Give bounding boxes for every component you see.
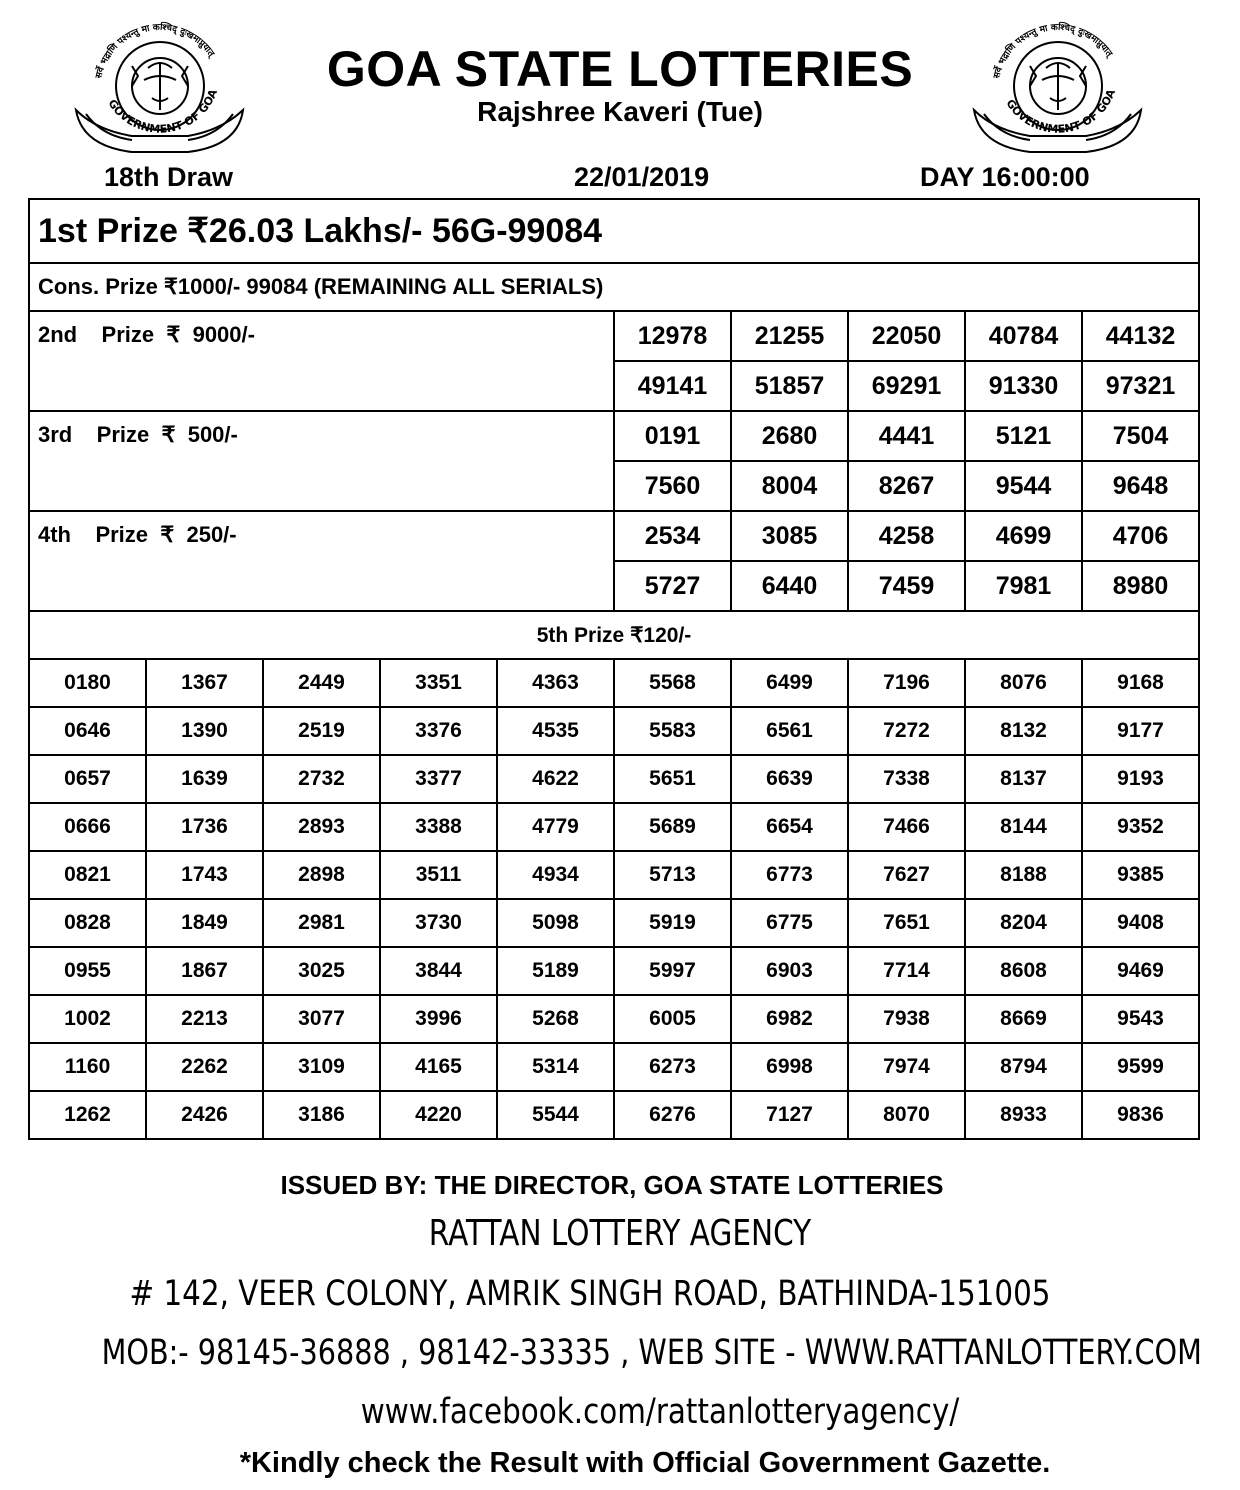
winning-number: 5583 xyxy=(614,707,731,755)
winning-number: 9543 xyxy=(1082,995,1199,1043)
winning-number: 7651 xyxy=(848,899,965,947)
results-table xyxy=(28,198,1200,1140)
prize-row xyxy=(29,411,1199,461)
winning-number: 9599 xyxy=(1082,1043,1199,1091)
winning-number: 5997 xyxy=(614,947,731,995)
winning-number: 7627 xyxy=(848,851,965,899)
winning-number: 9177 xyxy=(1082,707,1199,755)
winning-number: 1367 xyxy=(146,659,263,707)
winning-number: 8794 xyxy=(965,1043,1082,1091)
winning-number: 6982 xyxy=(731,995,848,1043)
winning-number: 9648 xyxy=(1082,461,1199,511)
winning-number: 5098 xyxy=(497,899,614,947)
first-prize-row xyxy=(29,199,1199,263)
agency-contact: MOB:- 98145-36888 , 98142-33335 , WEB SITE - WWW.RATTANLOTTERY.COM xyxy=(101,1333,1202,1373)
winning-number: 3730 xyxy=(380,899,497,947)
winning-number: 5314 xyxy=(497,1043,614,1091)
winning-number: 4165 xyxy=(380,1043,497,1091)
fifth-prize-row xyxy=(29,707,1199,755)
winning-number: 1849 xyxy=(146,899,263,947)
winning-number: 8188 xyxy=(965,851,1082,899)
winning-number: 0821 xyxy=(29,851,146,899)
winning-number: 8980 xyxy=(1082,561,1199,611)
winning-number: 0828 xyxy=(29,899,146,947)
winning-number: 7127 xyxy=(731,1091,848,1139)
winning-number: 2426 xyxy=(146,1091,263,1139)
winning-number: 8004 xyxy=(731,461,848,511)
winning-number: 22050 xyxy=(848,311,965,361)
consolation-prize-row xyxy=(29,263,1199,311)
winning-number: 4441 xyxy=(848,411,965,461)
winning-number: 7938 xyxy=(848,995,965,1043)
winning-number: 8137 xyxy=(965,755,1082,803)
winning-number: 3351 xyxy=(380,659,497,707)
fifth-prize-header-row xyxy=(29,611,1199,659)
winning-number: 51857 xyxy=(731,361,848,411)
winning-number: 5727 xyxy=(614,561,731,611)
winning-number: 1743 xyxy=(146,851,263,899)
draw-time: DAY 16:00:00 xyxy=(920,162,1090,192)
svg-text:सर्वे भद्राणि पश्यन्तु मा कश्च: सर्वे भद्राणि पश्यन्तु मा कश्चिद् दुःखमाप्नुयात् xyxy=(992,22,1114,80)
winning-number: 6005 xyxy=(614,995,731,1043)
issued-by: ISSUED BY: THE DIRECTOR, GOA STATE LOTTERIES xyxy=(280,1170,944,1200)
winning-number: 5568 xyxy=(614,659,731,707)
winning-number: 3025 xyxy=(263,947,380,995)
winning-number: 3388 xyxy=(380,803,497,851)
winning-number: 5689 xyxy=(614,803,731,851)
winning-number: 44132 xyxy=(1082,311,1199,361)
winning-number: 6998 xyxy=(731,1043,848,1091)
winning-number: 7504 xyxy=(1082,411,1199,461)
winning-number: 9544 xyxy=(965,461,1082,511)
winning-number: 3844 xyxy=(380,947,497,995)
winning-number: 4934 xyxy=(497,851,614,899)
winning-number: 7196 xyxy=(848,659,965,707)
winning-number: 9469 xyxy=(1082,947,1199,995)
winning-number: 2680 xyxy=(731,411,848,461)
winning-number: 4706 xyxy=(1082,511,1199,561)
winning-number: 8070 xyxy=(848,1091,965,1139)
winning-number: 8933 xyxy=(965,1091,1082,1139)
winning-number: 69291 xyxy=(848,361,965,411)
winning-number: 2449 xyxy=(263,659,380,707)
winning-number: 7981 xyxy=(965,561,1082,611)
winning-number: 6639 xyxy=(731,755,848,803)
winning-number: 5544 xyxy=(497,1091,614,1139)
winning-number: 2898 xyxy=(263,851,380,899)
winning-number: 3996 xyxy=(380,995,497,1043)
winning-number: 7974 xyxy=(848,1043,965,1091)
winning-number: 7466 xyxy=(848,803,965,851)
page-title: GOA STATE LOTTERIES xyxy=(326,41,914,97)
winning-number: 5713 xyxy=(614,851,731,899)
winning-number: 5919 xyxy=(614,899,731,947)
winning-number: 1639 xyxy=(146,755,263,803)
winning-number: 8144 xyxy=(965,803,1082,851)
fifth-prize-row xyxy=(29,899,1199,947)
winning-number: 2519 xyxy=(263,707,380,755)
winning-number: 0657 xyxy=(29,755,146,803)
winning-number: 4363 xyxy=(497,659,614,707)
winning-number: 97321 xyxy=(1082,361,1199,411)
winning-number: 6273 xyxy=(614,1043,731,1091)
lottery-name: Rajshree Kaveri (Tue) xyxy=(477,96,763,127)
winning-number: 3109 xyxy=(263,1043,380,1091)
draw-date: 22/01/2019 xyxy=(574,162,710,192)
winning-number: 4535 xyxy=(497,707,614,755)
first-prize: 1st Prize ₹26.03 Lakhs/- 56G-99084 xyxy=(29,199,1199,263)
winning-number: 9168 xyxy=(1082,659,1199,707)
fifth-prize-row xyxy=(29,1043,1199,1091)
winning-number: 1867 xyxy=(146,947,263,995)
winning-number: 7560 xyxy=(614,461,731,511)
winning-number: 91330 xyxy=(965,361,1082,411)
prize-row xyxy=(29,511,1199,561)
winning-number: 7459 xyxy=(848,561,965,611)
winning-number: 6654 xyxy=(731,803,848,851)
fifth-prize-row xyxy=(29,995,1199,1043)
winning-number: 9385 xyxy=(1082,851,1199,899)
winning-number: 1160 xyxy=(29,1043,146,1091)
winning-number: 3511 xyxy=(380,851,497,899)
winning-number: 6499 xyxy=(731,659,848,707)
prize-label: 3rd Prize ₹ 500/- xyxy=(29,411,614,511)
winning-number: 7272 xyxy=(848,707,965,755)
winning-number: 2893 xyxy=(263,803,380,851)
svg-text:GOVERNMENT OF GOA: GOVERNMENT OF GOA xyxy=(105,87,220,136)
fifth-prize-row xyxy=(29,755,1199,803)
winning-number: 4258 xyxy=(848,511,965,561)
winning-number: 7338 xyxy=(848,755,965,803)
fifth-prize-label: 5th Prize ₹120/- xyxy=(29,611,1199,659)
winning-number: 5651 xyxy=(614,755,731,803)
winning-number: 9352 xyxy=(1082,803,1199,851)
winning-number: 9836 xyxy=(1082,1091,1199,1139)
winning-number: 8204 xyxy=(965,899,1082,947)
winning-number: 2262 xyxy=(146,1043,263,1091)
winning-number: 0666 xyxy=(29,803,146,851)
svg-text:GOVERNMENT OF GOA: GOVERNMENT OF GOA xyxy=(1003,87,1118,136)
winning-number: 6440 xyxy=(731,561,848,611)
winning-number: 0180 xyxy=(29,659,146,707)
winning-number: 49141 xyxy=(614,361,731,411)
winning-number: 2534 xyxy=(614,511,731,561)
winning-number: 21255 xyxy=(731,311,848,361)
winning-number: 3376 xyxy=(380,707,497,755)
winning-number: 1002 xyxy=(29,995,146,1043)
winning-number: 2732 xyxy=(263,755,380,803)
fifth-prize-row xyxy=(29,803,1199,851)
winning-number: 9193 xyxy=(1082,755,1199,803)
winning-number: 6775 xyxy=(731,899,848,947)
disclaimer: *Kindly check the Result with Official Government Gazette. xyxy=(239,1447,1051,1479)
winning-number: 2213 xyxy=(146,995,263,1043)
draw-number: 18th Draw xyxy=(104,162,234,192)
fifth-prize-row xyxy=(29,851,1199,899)
winning-number: 6276 xyxy=(614,1091,731,1139)
winning-number: 4220 xyxy=(380,1091,497,1139)
fifth-prize-row xyxy=(29,659,1199,707)
winning-number: 4699 xyxy=(965,511,1082,561)
winning-number: 8267 xyxy=(848,461,965,511)
agency-address: # 142, VEER COLONY, AMRIK SINGH ROAD, BATHINDA-151005 xyxy=(129,1274,1051,1314)
prize-label: 4th Prize ₹ 250/- xyxy=(29,511,614,611)
prize-label: 2nd Prize ₹ 9000/- xyxy=(29,311,614,411)
winning-number: 1262 xyxy=(29,1091,146,1139)
svg-text:सर्वे भद्राणि पश्यन्तु मा कश्च: सर्वे भद्राणि पश्यन्तु मा कश्चिद् दुःखमाप्नुयात् xyxy=(94,22,216,80)
winning-number: 6903 xyxy=(731,947,848,995)
winning-number: 8076 xyxy=(965,659,1082,707)
winning-number: 6773 xyxy=(731,851,848,899)
winning-number: 5268 xyxy=(497,995,614,1043)
fifth-prize-row xyxy=(29,947,1199,995)
fifth-prize-row xyxy=(29,1091,1199,1139)
winning-number: 3186 xyxy=(263,1091,380,1139)
prize-row xyxy=(29,311,1199,361)
winning-number: 4622 xyxy=(497,755,614,803)
winning-number: 6561 xyxy=(731,707,848,755)
winning-number: 7714 xyxy=(848,947,965,995)
winning-number: 2981 xyxy=(263,899,380,947)
winning-number: 5121 xyxy=(965,411,1082,461)
winning-number: 9408 xyxy=(1082,899,1199,947)
winning-number: 1736 xyxy=(146,803,263,851)
winning-number: 40784 xyxy=(965,311,1082,361)
winning-number: 3377 xyxy=(380,755,497,803)
winning-number: 1390 xyxy=(146,707,263,755)
facebook-link[interactable]: www.facebook.com/rattanlotteryagency/ xyxy=(360,1392,960,1432)
winning-number: 0646 xyxy=(29,707,146,755)
winning-number: 8669 xyxy=(965,995,1082,1043)
winning-number: 12978 xyxy=(614,311,731,361)
winning-number: 4779 xyxy=(497,803,614,851)
winning-number: 0955 xyxy=(29,947,146,995)
winning-number: 5189 xyxy=(497,947,614,995)
consolation-prize: Cons. Prize ₹1000/- 99084 (REMAINING ALL SERIALS) xyxy=(29,263,1199,311)
winning-number: 0191 xyxy=(614,411,731,461)
winning-number: 3077 xyxy=(263,995,380,1043)
agency-name: RATTAN LOTTERY AGENCY xyxy=(428,1213,812,1254)
winning-number: 8608 xyxy=(965,947,1082,995)
winning-number: 3085 xyxy=(731,511,848,561)
winning-number: 8132 xyxy=(965,707,1082,755)
